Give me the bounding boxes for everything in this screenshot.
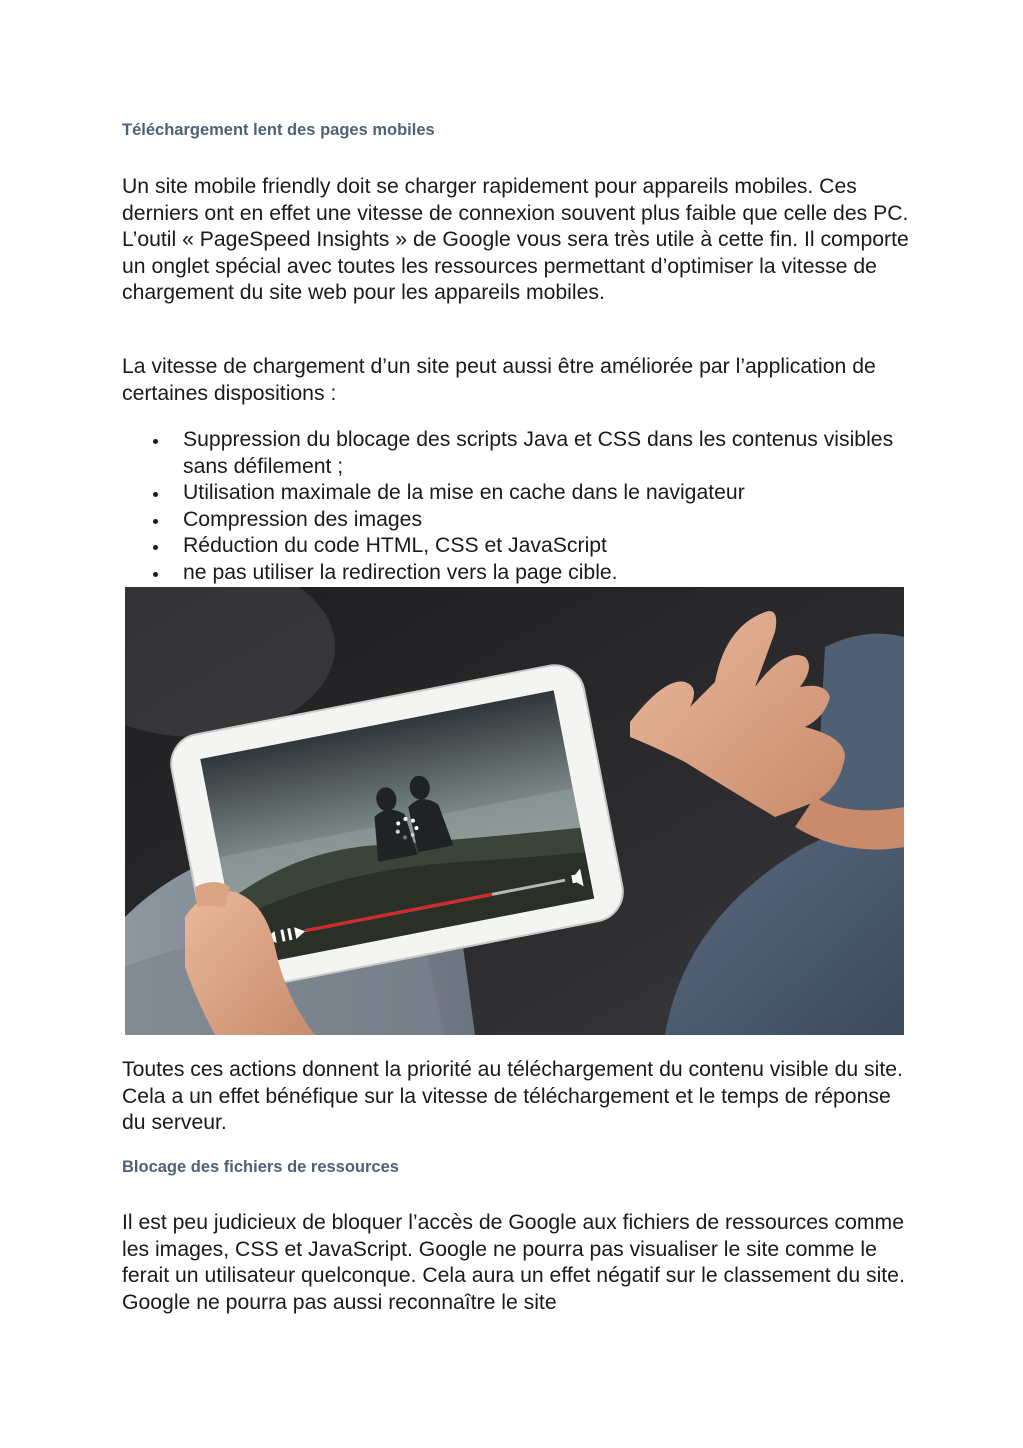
paragraph-resource-blocking: Il est peu judicieux de bloquer l’accès de Google aux fichiers de ressources comme les images, CSS et JavaScript. Google ne pourra pas visualiser le site comme le ferait un utilisateur quelconque. Cela aura un effet négatif sur le classement du site. Google ne pourra pas aussi reconnaître le site xyxy=(122,1211,905,1314)
bullet-list xyxy=(122,427,912,587)
bullet-icon xyxy=(153,572,158,577)
list-item-text: Suppression du blocage des scripts Java et CSS dans les contenus visibles sans défilement ; xyxy=(183,428,894,478)
list-item-text: Réduction du code HTML, CSS et JavaScript xyxy=(183,534,607,558)
paragraph-actions-priority: Toutes ces actions donnent la priorité au téléchargement du contenu visible du site. Cela a un effet bénéfique sur la vitesse de téléchargement et le temps de réponse du serveur. xyxy=(122,1058,903,1135)
photo-illustration xyxy=(125,587,904,1035)
bullet-icon xyxy=(153,519,158,524)
list-item-text: ne pas utiliser la redirection vers la page cible. xyxy=(183,560,618,584)
paragraph-mobile-friendly: Un site mobile friendly doit se charger rapidement pour appareils mobiles. Ces derniers ont en effet une vitesse de connexion souvent plus faible que celle des PC. L’outil « PageSpeed Insights » de Google vous sera très utile à cette fin. Il comporte un onglet spécial avec toutes les ressources permettant d’optimiser la vitesse de chargement du site web pour les appareils mobiles. xyxy=(122,175,909,305)
list-item-text: Compression des images xyxy=(183,507,423,531)
bullet-icon xyxy=(153,545,158,550)
list-item xyxy=(122,480,912,507)
tablet-video-photo xyxy=(125,587,904,1035)
section-heading-resource-blocking: Blocage des fichiers de ressources xyxy=(122,1158,399,1176)
section-heading-slow-loading: Téléchargement lent des pages mobiles xyxy=(122,121,435,139)
bullet-icon xyxy=(153,439,158,444)
paragraph-improvements-intro: La vitesse de chargement d’un site peut aussi être améliorée par l’application de certaines dispositions : xyxy=(122,355,876,405)
list-item xyxy=(122,533,912,560)
list-item xyxy=(122,427,912,480)
list-item xyxy=(122,560,912,587)
list-item-text: Utilisation maximale de la mise en cache dans le navigateur xyxy=(183,481,745,505)
bullet-icon xyxy=(153,492,158,497)
list-item xyxy=(122,507,912,534)
